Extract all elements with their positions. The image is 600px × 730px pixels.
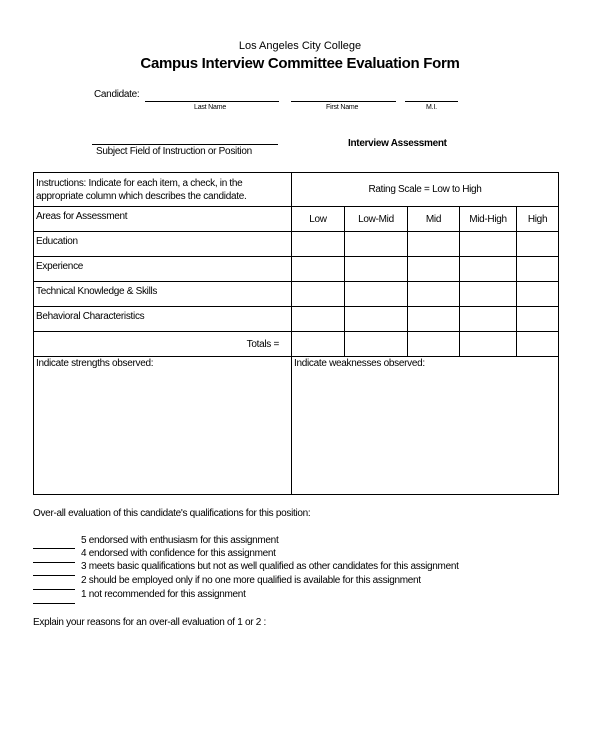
mi-field[interactable]: [405, 101, 458, 102]
option-2: 2 should be employed only if no one more qualified is available for this assignment: [81, 575, 421, 586]
instructions-cell: Instructions: Indicate for each item, a check, in the appropriate column which describes the candidate.: [34, 173, 292, 207]
table-row: [34, 232, 559, 257]
rating-cell[interactable]: [460, 232, 517, 257]
rating-blank-4[interactable]: [33, 562, 75, 563]
subject-field-label: Subject Field of Instruction or Position: [96, 146, 252, 157]
col-header-mid-high: Mid-High: [460, 207, 517, 232]
table-row: [34, 282, 559, 307]
rating-cell[interactable]: [345, 257, 408, 282]
rating-cell[interactable]: [292, 232, 345, 257]
option-4: 4 endorsed with confidence for this assignment: [81, 548, 276, 559]
rating-scale-header: Rating Scale = Low to High: [292, 173, 559, 207]
rating-cell[interactable]: [408, 282, 460, 307]
rating-cell[interactable]: [460, 282, 517, 307]
table-row: [34, 257, 559, 282]
rating-cell[interactable]: [345, 232, 408, 257]
row-label-education: Education: [34, 232, 292, 257]
totals-label: Totals =: [34, 332, 292, 357]
areas-header: Areas for Assessment: [34, 207, 292, 232]
subject-field-input[interactable]: [92, 144, 278, 145]
option-1: 1 not recommended for this assignment: [81, 589, 246, 600]
last-name-caption: Last Name: [194, 104, 227, 111]
assessment-table: [33, 172, 559, 495]
first-name-field[interactable]: [291, 101, 396, 102]
rating-cell[interactable]: [292, 282, 345, 307]
college-name: Los Angeles City College: [238, 40, 362, 52]
last-name-field[interactable]: [145, 101, 279, 102]
rating-cell[interactable]: [517, 307, 559, 332]
rating-blank-5[interactable]: [33, 548, 75, 549]
rating-cell[interactable]: [408, 257, 460, 282]
rating-cell[interactable]: [345, 282, 408, 307]
totals-row: [34, 332, 559, 357]
total-cell[interactable]: [408, 332, 460, 357]
weaknesses-box[interactable]: Indicate weaknesses observed:: [292, 357, 559, 495]
overall-prompt: Over-all evaluation of this candidate's qualifications for this position:: [33, 508, 311, 519]
col-header-high: High: [517, 207, 559, 232]
rating-blank-1[interactable]: [33, 603, 75, 604]
option-3: 3 meets basic qualifications but not as well qualified as other candidates for this assignment: [81, 561, 459, 572]
row-label-experience: Experience: [34, 257, 292, 282]
rating-blank-3[interactable]: [33, 575, 75, 576]
rating-cell[interactable]: [517, 257, 559, 282]
col-header-low-mid: Low-Mid: [345, 207, 408, 232]
rating-blank-2[interactable]: [33, 589, 75, 590]
total-cell[interactable]: [517, 332, 559, 357]
rating-cell[interactable]: [292, 257, 345, 282]
row-label-behavioral: Behavioral Characteristics: [34, 307, 292, 332]
rating-cell[interactable]: [460, 257, 517, 282]
rating-cell[interactable]: [408, 307, 460, 332]
rating-cell[interactable]: [517, 282, 559, 307]
total-cell[interactable]: [345, 332, 408, 357]
assessment-heading: Interview Assessment: [348, 138, 447, 149]
rating-cell[interactable]: [460, 307, 517, 332]
col-header-low: Low: [292, 207, 345, 232]
rating-cell[interactable]: [292, 307, 345, 332]
col-header-mid: Mid: [408, 207, 460, 232]
strengths-box[interactable]: Indicate strengths observed:: [34, 357, 292, 495]
mi-caption: M.I.: [426, 104, 437, 111]
form-title: Campus Interview Committee Evaluation Form: [140, 55, 460, 72]
candidate-label: Candidate:: [94, 89, 140, 100]
first-name-caption: First Name: [326, 104, 359, 111]
rating-cell[interactable]: [345, 307, 408, 332]
row-label-technical: Technical Knowledge & Skills: [34, 282, 292, 307]
explain-prompt: Explain your reasons for an over-all evaluation of 1 or 2 :: [33, 617, 266, 628]
total-cell[interactable]: [460, 332, 517, 357]
rating-cell[interactable]: [408, 232, 460, 257]
rating-cell[interactable]: [517, 232, 559, 257]
total-cell[interactable]: [292, 332, 345, 357]
table-row: [34, 307, 559, 332]
option-5: 5 endorsed with enthusiasm for this assignment: [81, 535, 279, 546]
